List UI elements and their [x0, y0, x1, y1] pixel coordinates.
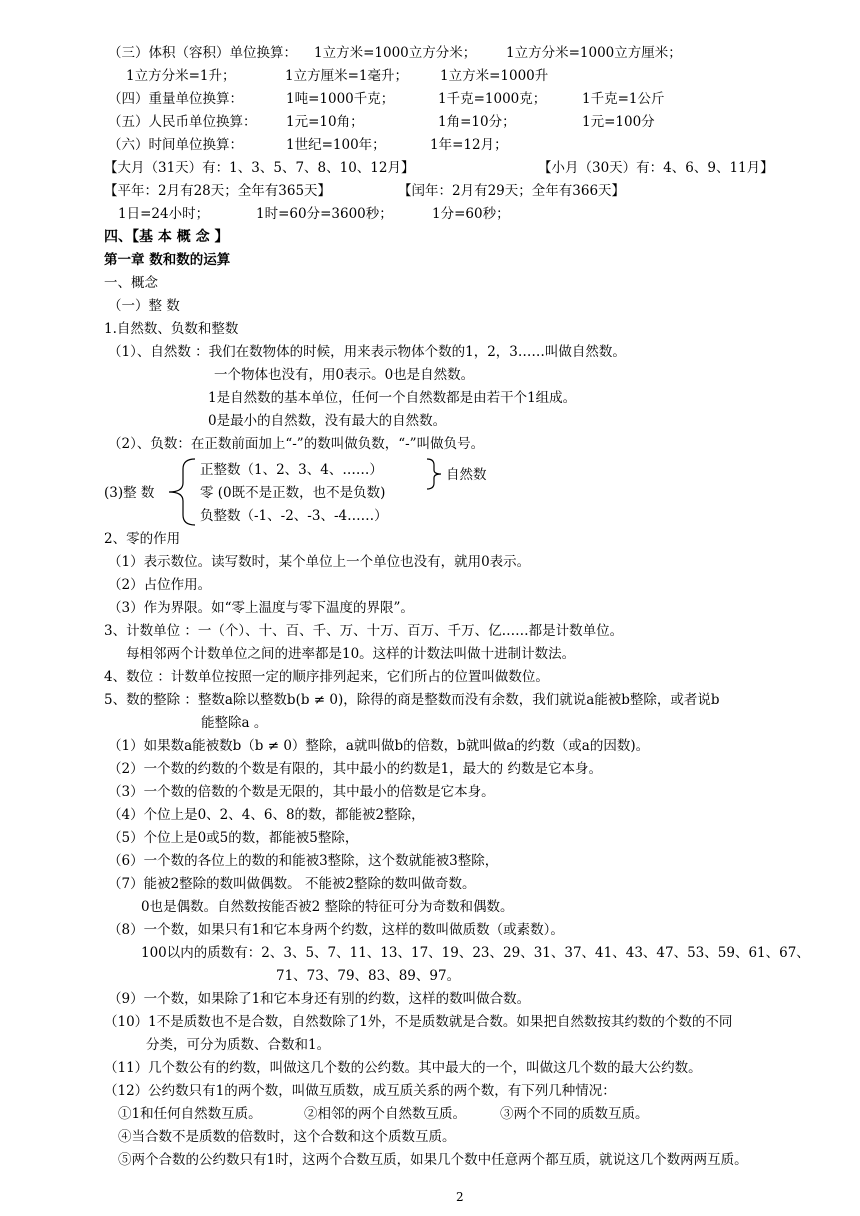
divisibility-line: 能整除a 。: [201, 715, 268, 731]
zero-item: （2）占位作用。: [108, 577, 212, 593]
counting-line: 3、计数单位 ：一（个）、十、百、千、万、十万、百万、千万、亿……都是计数单位。: [104, 623, 624, 639]
leap-year: 【闰年：2月有29天；全年有366天】: [398, 183, 626, 199]
money-item: 1元=10角；: [286, 114, 364, 130]
divisibility-item: （6）一个数的各位上的数的和能被3整除，这个数就能被3整除，: [108, 853, 499, 869]
zero-item: （1）表示数位。读写数时，某个单位上一个单位也没有，就用0表示。: [108, 554, 531, 570]
counting-line: 每相邻两个计数单位之间的进率都是10。这样的计数法叫做十进制计数法。: [126, 646, 576, 662]
place-line: 4、数位 ：计数单位按照一定的顺序排列起来，它们所占的位置叫做数位。: [104, 669, 549, 685]
right-brace-icon: [425, 457, 443, 491]
time-title: （六）时间单位换算：: [108, 137, 243, 153]
time-item: 1年=12月；: [430, 137, 508, 153]
zero-heading: 2、零的作用: [104, 531, 181, 547]
sub-title: （一）整 数: [108, 298, 180, 314]
integer-item: 零 (0既不是正数，也不是负数): [200, 485, 386, 501]
coprime-case: ①1和任何自然数互质。: [118, 1106, 262, 1122]
one-line: （10）1不是质数也不是合数，自然数除了1外，不是质数就是合数。如果把自然数按其约数的个数的不同: [104, 1014, 733, 1030]
divisibility-item: （5）个位上是0或5的数，都能被5整除，: [108, 830, 359, 846]
zero-item: （3）作为界限。如“零上温度与零下温度的界限”。: [108, 600, 414, 616]
section-heading: 四、【基 本 概 念 】: [104, 229, 229, 245]
volume-item: 1立方米=1000立方分米；: [314, 45, 477, 61]
small-months: 【小月（30天）有：4、6、9、11月】: [538, 160, 774, 176]
divisibility-item: （1）如果数a能被数b（b ≠ 0）整除，a就叫做b的倍数，b就叫做a的约数（或a的因数)。: [108, 738, 650, 754]
volume-item: 1立方厘米=1毫升；: [285, 68, 408, 84]
prime-line: （8）一个数，如果只有1和它本身两个约数，这样的数叫做质数（或素数）。: [108, 922, 564, 938]
negative-line: （2）、负数：在正数前面加上“-”的数叫做负数，“-”叫做负号。: [108, 436, 485, 452]
money-item: 1元=100分: [582, 114, 655, 130]
coprime-case: ③两个不同的质数互质。: [500, 1106, 649, 1122]
integer-item: 负整数（-1、-2、-3、-4……）: [200, 508, 388, 524]
hours-item: 1时=60分=3600秒；: [256, 206, 393, 222]
divisibility-item: （4）个位上是0、2、4、6、8的数，都能被2整除，: [108, 807, 425, 823]
part-title: 一、概念: [104, 275, 158, 291]
hours-item: 1日=24小时；: [118, 206, 210, 222]
primes-line: 100以内的质数有：2、3、5、7、11、13、17、19、23、29、31、37、41、43、47、53、59、61、67、: [141, 945, 810, 961]
coprime-line: （12）公约数只有1的两个数，叫做互质数，成互质关系的两个数，有下列几种情况：: [104, 1083, 616, 1099]
hours-item: 1分=60秒；: [432, 206, 510, 222]
coprime-case: ⑤两个合数的公约数只有1时，这两个合数互质，如果几个数中任意两个都互质，就说这几个数两两互质。: [118, 1152, 748, 1168]
page-number: 2: [456, 1190, 464, 1204]
natural-line: 1是自然数的基本单位，任何一个自然数都是由若干个1组成。: [208, 390, 577, 406]
weight-item: 1吨=1000千克；: [286, 91, 395, 107]
volume-title: （三）体积（容积）单位换算：: [108, 45, 297, 61]
coprime-case: ④当合数不是质数的倍数时，这个合数和这个质数互质。: [118, 1129, 456, 1145]
weight-item: 1千克=1000克；: [438, 91, 547, 107]
volume-item: 1立方米=1000升: [440, 68, 549, 84]
money-item: 1角=10分；: [438, 114, 516, 130]
natural-heading: 1.自然数、负数和整数: [104, 321, 239, 337]
integer-label: (3)整 数: [104, 485, 155, 501]
divisibility-item: （2）一个数的约数的个数是有限的，其中最小的约数是1，最大的 约数是它本身。: [108, 761, 602, 777]
composite-line: （9）一个数，如果除了1和它本身还有别的约数，这样的数叫做合数。: [108, 991, 531, 1007]
common-year: 【平年：2月有28天；全年有365天】: [104, 183, 332, 199]
left-brace-icon: [163, 457, 197, 527]
natural-number-label: 自然数: [446, 467, 487, 483]
even-odd-line: 0也是偶数。自然数按能否被2 整除的特征可分为奇数和偶数。: [141, 899, 514, 915]
money-title: （五）人民币单位换算：: [108, 114, 257, 130]
natural-line: 0是最小的自然数，没有最大的自然数。: [208, 413, 447, 429]
volume-item: 1立方分米=1升；: [126, 68, 236, 84]
divisibility-item: （3）一个数的倍数的个数是无限的，其中最小的倍数是它本身。: [108, 784, 495, 800]
divisibility-line: 5、数的整除 ：整数a除以整数b(b ≠ 0)，除得的商是整数而没有余数，我们就说a能被b整除，或者说b: [104, 692, 720, 708]
natural-line: 一个物体也没有，用0表示。0也是自然数。: [214, 367, 475, 383]
weight-item: 1千克=1公斤: [582, 91, 665, 107]
integer-item: 正整数（1、2、3、4、……）: [200, 462, 383, 478]
time-item: 1世纪=100年；: [286, 137, 386, 153]
divisibility-item: （7）能被2整除的数叫做偶数。 不能被2整除的数叫做奇数。: [108, 876, 476, 892]
one-line: 分类，可分为质数、合数和1。: [146, 1037, 331, 1053]
gcd-line: （11）几个数公有的约数，叫做这几个数的公约数。其中最大的一个，叫做这几个数的最大公约数。: [104, 1060, 702, 1076]
natural-line: （1）、自然数 ：我们在数物体的时候，用来表示物体个数的1，2，3……叫做自然数。: [108, 344, 626, 360]
chapter-title: 第一章 数和数的运算: [104, 252, 231, 268]
primes-line: 71、73、79、83、89、97。: [276, 968, 461, 984]
big-months: 【大月（31天）有：1、3、5、7、8、10、12月】: [104, 160, 415, 176]
coprime-case: ②相邻的两个自然数互质。: [304, 1106, 466, 1122]
volume-item: 1立方分米=1000立方厘米；: [506, 45, 682, 61]
weight-title: （四）重量单位换算：: [108, 91, 243, 107]
